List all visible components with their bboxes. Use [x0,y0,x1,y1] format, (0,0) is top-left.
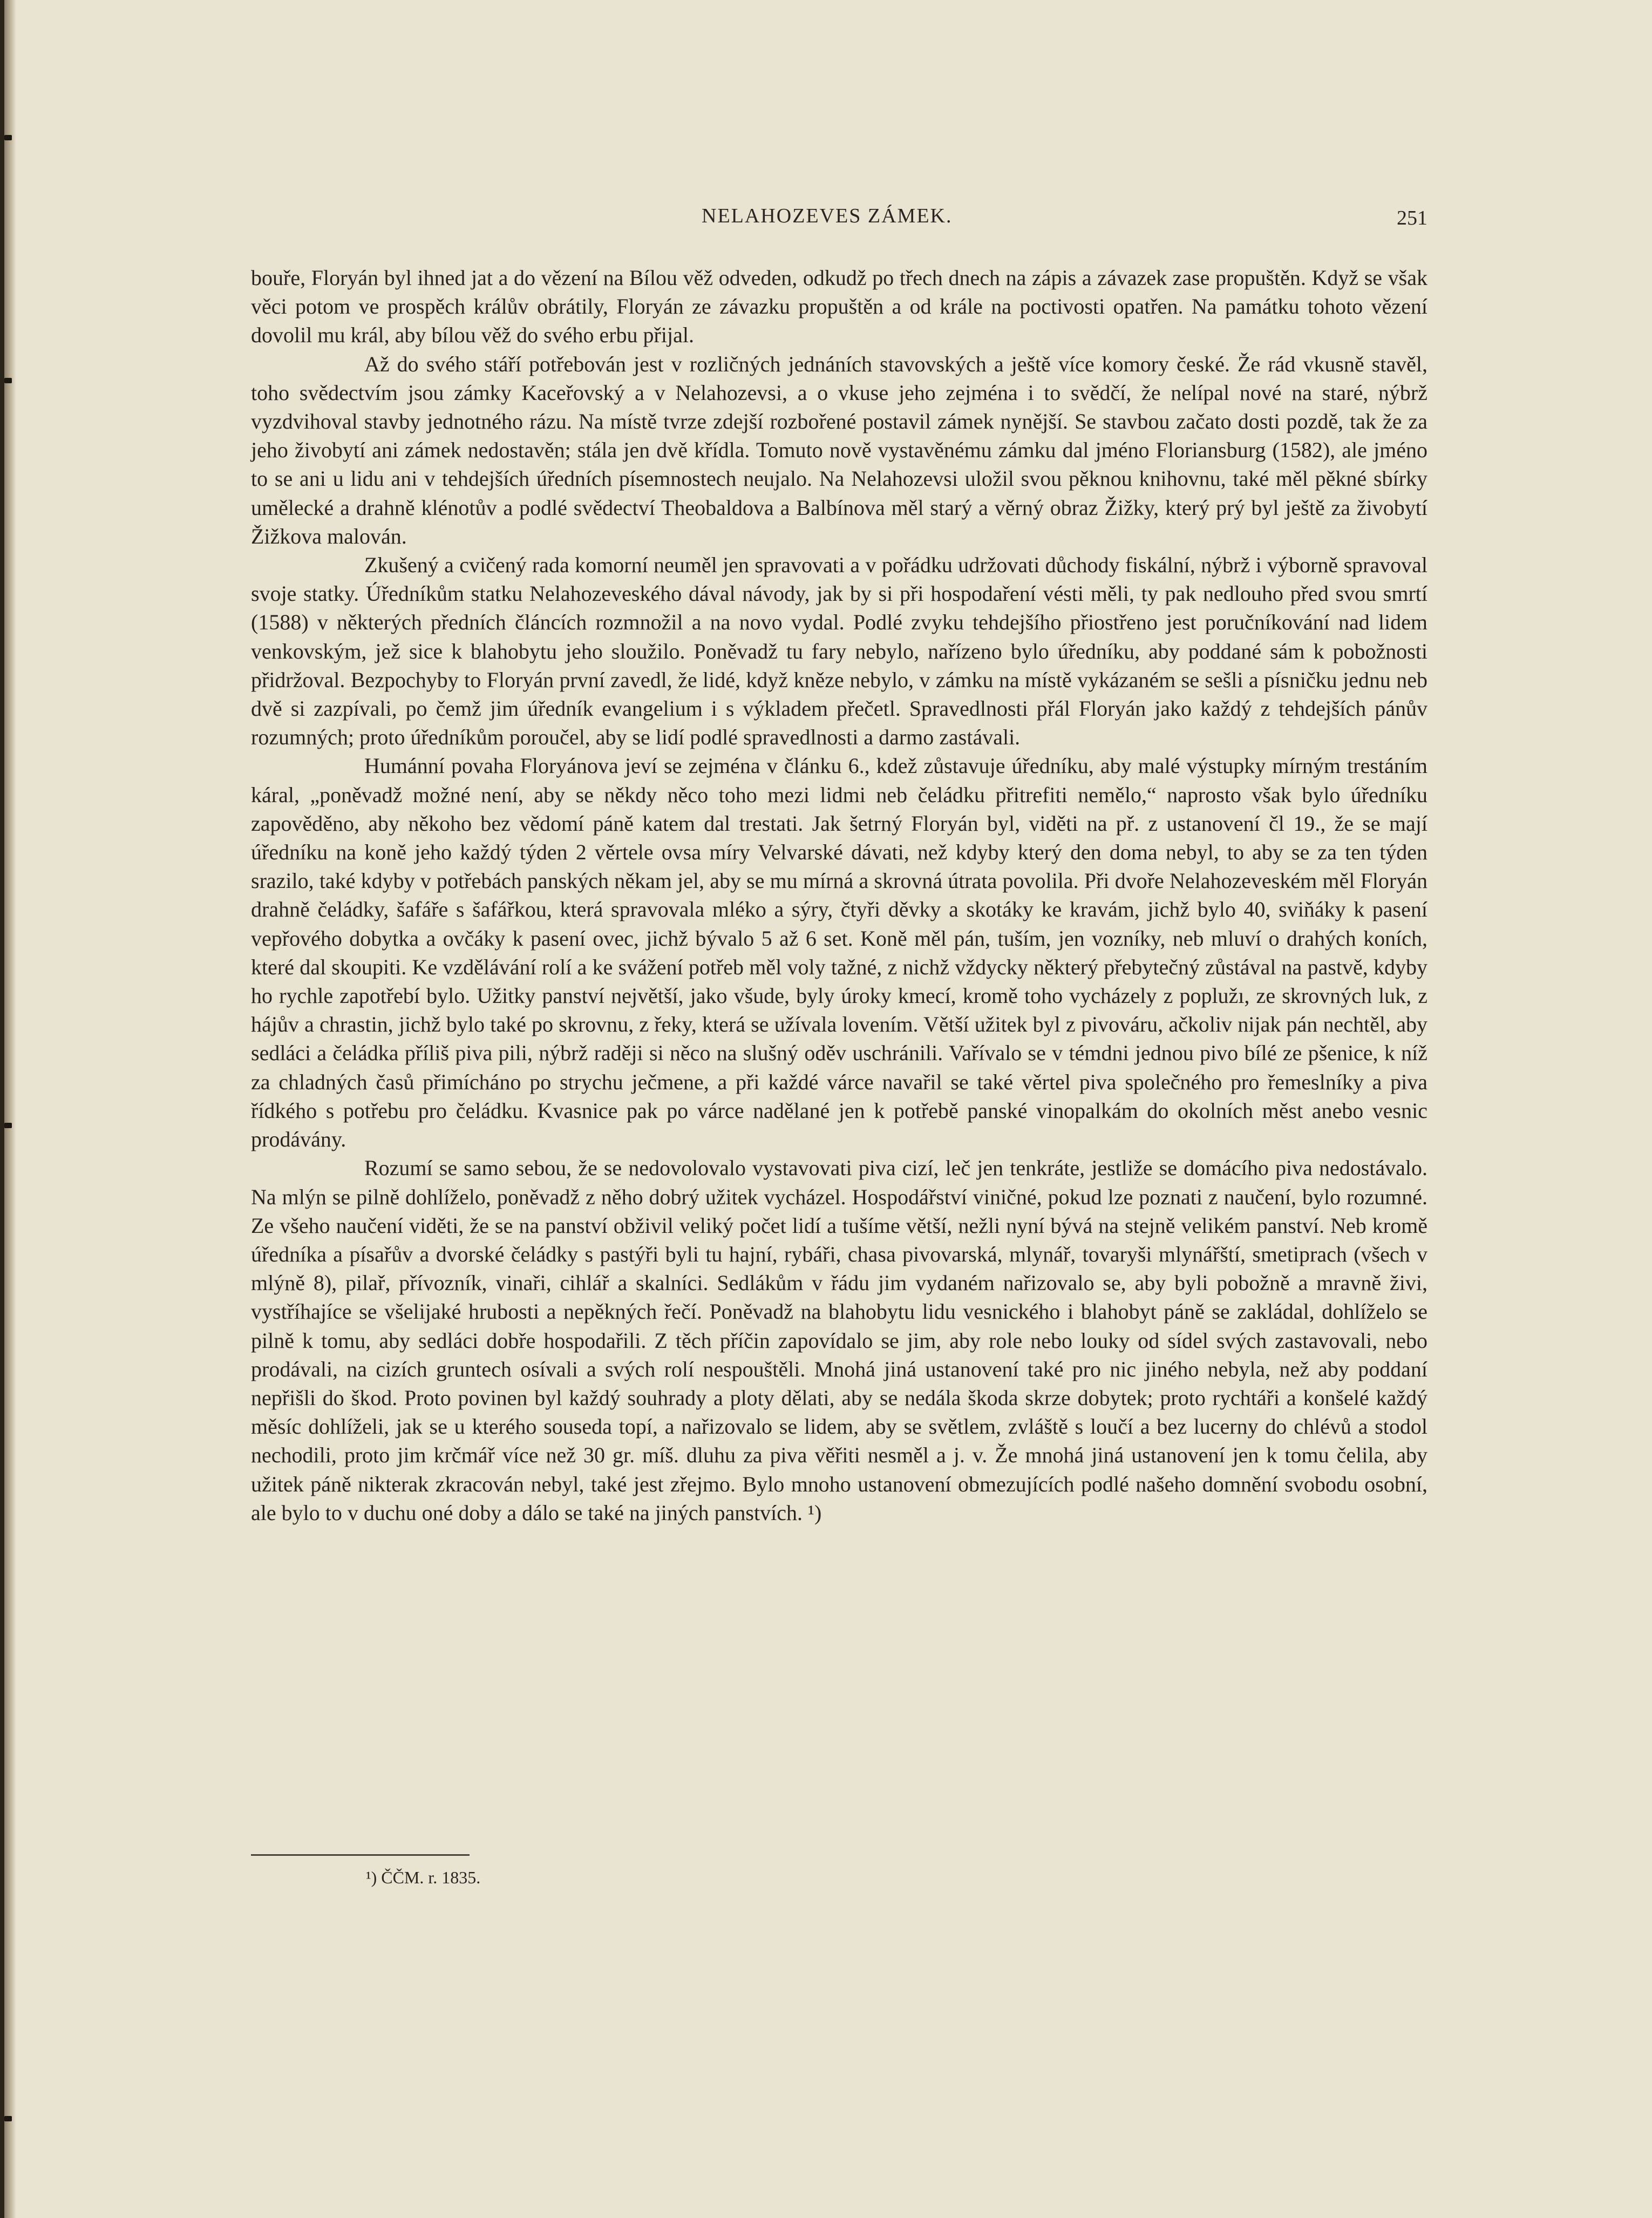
body-text [251,263,1427,1527]
binding-pin-mark [4,378,12,383]
dark-margin [0,0,4,2218]
page-header [251,204,1427,236]
running-title: NELAHOZEVES ZÁMEK. [702,205,953,227]
paragraph: Až do svého stáří potřebován jest v rozličných jednáních stavovských a ještě více komory české. Že rád vkusně stavěl, toho svědectvím jsou zámky Kaceřovský a v Nelahozevsi, a o vkuse jeho zejména i to svědčí, že nelípal nové na staré, nýbrž vyzdvihoval stavby jednotného rázu. Na místě tvrze zdejší rozbořené postavil zámek nynější. Se stavbou začato dosti pozdě, tak že za jeho živobytí ani zámek nedostavěn; stála jen dvě křídla. Tomuto nově vystavěnému zámku dal jméno Floriansburg (1582), ale jméno to se ani u lidu ani v tehdejších úředních písemnostech neujalo. Na Nelahozevsi uložil svou pěknou knihovnu, také měl pěkné sbírky umělecké a drahně klénotův a podlé svědectví Theobaldova a Balbínova měl starý a věrný obraz Žižky, který prý byl ještě za živobytí Žižkova malován. [251,351,1427,548]
binding-pin-mark [4,1123,12,1128]
paragraph: bouře, Floryán byl ihned jat a do vězení na Bílou věž odveden, odkudž po třech dnech na zápis a závazek zase propuštěn. Když se však věci potom ve prospěch králův obrátily, Floryán ze závazku propuštěn a od krále na poctivosti opatřen. Na památku tohoto vězení dovolil mu král, aby bílou věž do svého erbu přijal. [251,266,1427,348]
page-number: 251 [1397,207,1427,229]
footnote-divider [251,1854,470,1856]
paragraph: Zkušený a cvičený rada komorní neuměl jen spravovati a v pořádku udržovati důchody fiskální, nýbrž i výborně spravoval svoje statky. Úředníkům statku Nelahozeveského dával návody, jak by si při hospodaření vésti měli, ty pak nedlouho před svou smrtí (1588) v některých předních článcích rozmnožil a na novo vydal. Podlé zvyku tehdejšího přiostřeno jest poručníkování nad lidem venkovským, jež sice k blahobytu jeho sloužilo. Poněvadž tu fary nebylo, nařízeno bylo úředníku, aby poddané sám k pobožnosti přidržoval. Bezpochyby to Floryán první zavedl, že lidé, když kněze nebylo, v zámku na místě vykázaném se sešli a písničku jednu neb dvě si zazpívali, po čemž jim úředník evangelium i s výkladem přečetl. Spravedlnosti přál Floryán jako každý z tehdejších pánův rozumných; proto úředníkům poroučel, aby se lidí podlé spravedlnosti a darmo zastávali. [251,553,1427,750]
binding-pin-mark [4,2116,12,2121]
paragraph: Humánní povaha Floryánova jeví se zejména v článku 6., kdež zůstavuje úředníku, aby malé výstupky mírným trestáním káral, „poněvadž možné není, aby se někdy něco toho mezi lidmi neb čeládku přitrefiti nemělo,“ naprosto však bylo úředníku zapověděno, aby někoho bez vědomí páně katem dal trestati. Jak šetrný Floryán byl, viděti na př. z ustanovení čl 19., že se mají úředníku na koně jeho každý týden 2 věrtele ovsa míry Velvarské dávati, než kdyby který den doma nebyl, to aby se za ten týden srazilo, také kdyby v potřebách panských někam jel, aby se mu mírná a skrovná útrata povolila. Při dvoře Nelahozeveském měl Floryán drahně čeládky, šafáře s šafářkou, která spravovala mléko a sýry, čtyři děvky a skotáky ke kravám, jichž bylo 40, sviňáky k pasení vepřového dobytka a ovčáky k pasení ovec, jichž bývalo 5 až 6 set. Koně měl pán, tuším, jen vozníky, neb mluví o drahých koních, které dal skoupiti. Ke vzdělávání rolí a ke svážení potřeb měl voly tažné, z nichž vždycky některý přebytečný zůstával na pastvě, kdyby ho rychle zapotřebí bylo. Užitky panství největší, jako všude, byly úroky kmecí, kromě toho vycházely z poplužı, ze skrovných luk, z hájův a chrastin, jichž bylo také po skrovnu, z řeky, která se užívala lovením. Větší užitek byl z pivováru, ačkoliv nijak pán nechtěl, aby sedláci a čeládka příliš piva pili, nýbrž raději si něco na slušný oděv uschránili. Vařívalo se v témdni jednou pivo bílé ze pšenice, k níž za chladných časů přimícháno po strychu ječmene, a při každé várce navařil se také věrtel piva společného pro řemeslníky a piva řídkého s potřebu pro čeládku. Kvasnice pak po várce nadělané jen k potřebě panské vinopalkám do okolních měst anebo vesnic prodávány. [251,754,1427,1152]
binding-pin-mark [4,135,12,140]
paragraph: Rozumí se samo sebou, že se nedovolovalo vystavovati piva cizí, leč jen tenkráte, jestliže se domácího piva nedostávalo. Na mlýn se pilně dohlíželo, poněvadž z něho dobrý užitek vycházel. Hospodářství viničné, pokud lze poznati z naučení, bylo rozumné. Ze všeho naučení viděti, že se na panství obživil veliký počet lidí a tušíme větší, nežli nyní bývá na stejně velikém panství. Neb kromě úředníka a písařův a dvorské čeládky s pastýři byli tu hajní, rybáři, chasa pivovarská, mlynář, tovaryši mlynářští, smetiprach (všech v mlýně 8), pilař, přívozník, vinaři, cihlář a skalníci. Sedlákům v řádu jim vydaném nařizovalo se, aby byli pobožně a mravně živi, vystříhajíce se všelijaké hrubosti a nepěkných řečí. Poněvadž na blahobytu lidu vesnického i blahobyt páně se zakládal, dohlíželo se pilně k tomu, aby sedláci dobře hospodařili. Z těch příčin zapovídalo se jim, aby role nebo louky od sídel svých zastavovali, nebo prodávali, na cizích gruntech osívali a svých rolí nespouštěli. Mnohá jiná ustanovení také pro nic jiného nebyla, než aby poddaní nepřišli do škod. Proto povinen byl každý souhrady a ploty dělati, aby se nedála škoda skrze dobytek; proto rychtáři a konšelé každý měsíc dohlíželi, jak se u kterého souseda topí, a nařizovalo se lidem, aby se světlem, zvláště s loučí a bez lucerny do chlévů a stodol nechodili, proto jim krčmář více než 30 gr. míš. dluhu za piva věřiti nesměl a j. v. Že mnohá jiná ustanovení jen k tomu čelila, aby užitek páně nikterak zkracován nebyl, také jest zřejmo. Bylo mnoho ustanovení obmezujících podlé našeho domnění svobodu osobní, ale bylo to v duchu oné doby a dálo se také na jiných panstvích. ¹) [251,1156,1427,1525]
footnote: ¹) ČČM. r. 1835. [366,1868,481,1887]
